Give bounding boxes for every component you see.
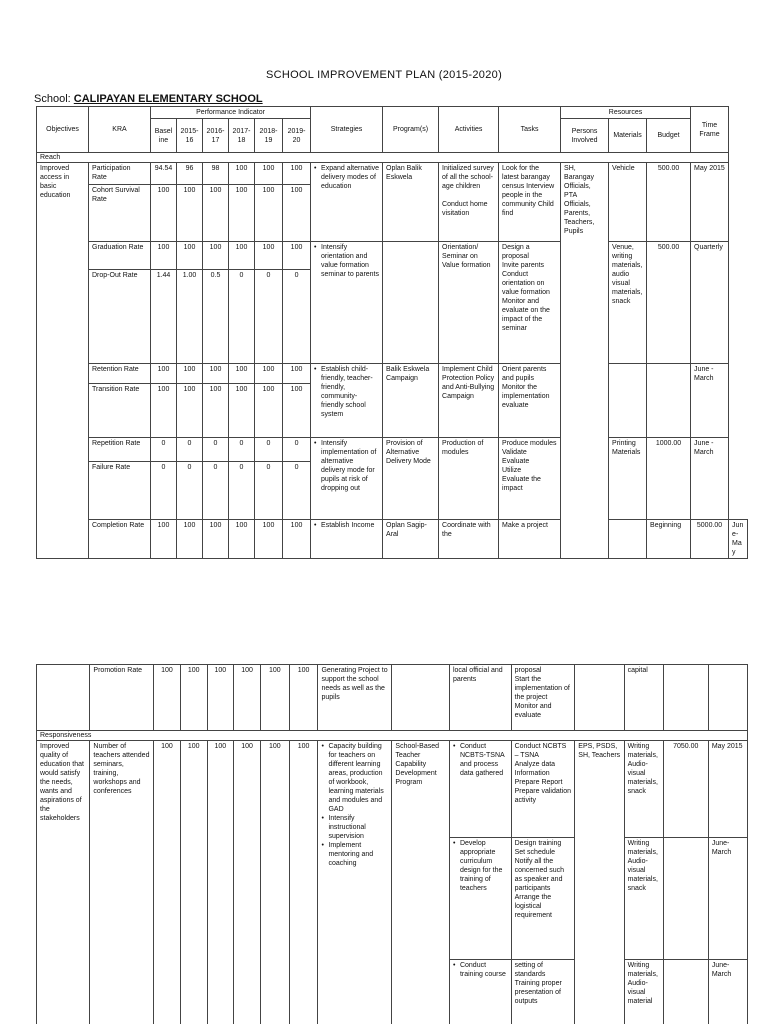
indicator-value: 100: [203, 364, 229, 384]
objective-quality: Improved quality of education that would satisfy the needs, wants and aspirations of the stakeholders: [37, 741, 90, 1024]
indicator-value: 100: [283, 242, 311, 270]
header-tasks: Tasks: [499, 107, 561, 153]
kra-label: Failure Rate: [89, 462, 151, 520]
header-persons: Persons Involved: [561, 119, 609, 153]
activity-item: • Develop appropriate curriculum design for the training of teachers: [453, 839, 508, 893]
persons-cell: SH, Barangay Officials, PTA Officials, Parents, Teachers, Pupils: [561, 163, 609, 559]
indicator-value: 100: [180, 665, 207, 731]
materials-cell: Beginning: [647, 520, 691, 559]
activity-cell: [449, 741, 511, 838]
task-item: Training proper: [514, 980, 562, 987]
task-cell: [511, 665, 575, 731]
task-item: Arrange the logistical requirement: [514, 894, 552, 919]
budget-cell: 1000.00: [647, 438, 691, 520]
materials-cell: Venue, writing materials, audio visual materials, snack: [609, 242, 647, 364]
budget-cell: 500.00: [647, 242, 691, 364]
indicator-value: 100: [177, 384, 203, 438]
strategy-item: • Intensify implementation of alternative delivery mode for pupils at risk of dropping out: [314, 439, 379, 493]
indicator-value: 94.54: [151, 163, 177, 185]
indicator-value: 100: [229, 185, 255, 242]
task-item: Analyze data Information: [514, 761, 556, 777]
indicator-value: 100: [203, 384, 229, 438]
persons-cell: EPS, PSDS, SH, Teachers: [575, 741, 624, 1024]
kra-label: Cohort Survival Rate: [89, 185, 151, 242]
indicator-value: 100: [229, 163, 255, 185]
indicator-value: 100: [154, 741, 181, 1024]
program-cell: School-Based Teacher Capability Development Program: [392, 741, 450, 1024]
indicator-value: 100: [255, 185, 283, 242]
kra-label: Retention Rate: [89, 364, 151, 384]
indicator-value: 100: [151, 185, 177, 242]
school-label: School:: [34, 93, 71, 105]
indicator-value: 100: [255, 520, 283, 559]
activity-item: Initialized survey of all the school-age children: [442, 165, 494, 190]
strategy-item: • Establish child-friendly, teacher-friendly, community-friendly school system: [314, 365, 379, 419]
task-item: evaluate: [502, 402, 529, 409]
kra-label: Number of teachers attended seminars, training, workshops and conferences: [90, 741, 154, 1024]
school-name: CALIPAYAN ELEMENTARY SCHOOL: [73, 93, 263, 105]
header-kra: KRA: [89, 107, 151, 153]
indicator-value: 100: [151, 242, 177, 270]
task-item: Evaluate the impact: [502, 476, 541, 492]
task-cell: Make a project: [499, 520, 561, 559]
budget-cell: [663, 665, 708, 731]
header-year-4: 2018-19: [255, 119, 283, 153]
indicator-value: 0.5: [203, 270, 229, 364]
persons-cell: [575, 665, 624, 731]
header-programs: Program(s): [383, 107, 439, 153]
indicator-value: 100: [177, 185, 203, 242]
timeframe-cell: June-March: [708, 960, 747, 1024]
task-cell: [499, 242, 561, 364]
indicator-value: 100: [283, 520, 311, 559]
indicator-value: 0: [229, 270, 255, 364]
indicator-value: 0: [203, 438, 229, 462]
indicator-value: 100: [229, 364, 255, 384]
section-reach: Reach: [37, 153, 729, 163]
indicator-value: 1.44: [151, 270, 177, 364]
strategy-cell: [311, 364, 383, 438]
materials-cell: Writing materials, Audio-visual materials, snack: [624, 838, 663, 960]
task-item: Start the implementation of the project: [514, 676, 570, 701]
budget-cell: [663, 960, 708, 1024]
strategy-cell: [311, 438, 383, 520]
indicator-value: 100: [289, 665, 318, 731]
kra-label: Drop-Out Rate: [89, 270, 151, 364]
strategy-cell: [311, 242, 383, 364]
task-item: Validate: [502, 449, 527, 456]
indicator-value: 0: [255, 438, 283, 462]
strategy-item: • Implement mentoring and coaching: [321, 841, 388, 868]
budget-cell: [647, 364, 691, 438]
objective-cell: [37, 665, 90, 731]
indicator-value: 0: [177, 438, 203, 462]
activity-cell: [449, 838, 511, 960]
timeframe-cell: Quarterly: [691, 242, 729, 364]
improvement-plan-table-1: [36, 106, 748, 559]
activity-cell: [439, 163, 499, 242]
indicator-value: 100: [289, 741, 318, 1024]
indicator-value: 100: [255, 163, 283, 185]
indicator-value: 100: [177, 242, 203, 270]
indicator-value: 100: [207, 741, 234, 1024]
strategy-cell: [311, 520, 383, 559]
indicator-value: 0: [255, 462, 283, 520]
budget-cell: 500.00: [647, 163, 691, 242]
materials-cell: Writing materials, Audio-visual materials, snack: [624, 741, 663, 838]
persons-cell: [609, 520, 647, 559]
header-objectives: Objectives: [37, 107, 89, 153]
materials-cell: [609, 364, 647, 438]
strategy-item: • Intensify instructional supervision: [321, 814, 388, 841]
task-item: Utilize: [502, 467, 522, 474]
task-item: Produce modules: [502, 440, 557, 447]
indicator-value: 0: [229, 438, 255, 462]
task-cell: [499, 364, 561, 438]
indicator-value: 100: [260, 665, 289, 731]
header-year-3: 2017-18: [229, 119, 255, 153]
school-line: [34, 93, 263, 105]
strategy-cell: [318, 741, 392, 1024]
program-cell: Oplan Sagip-Aral: [383, 520, 439, 559]
program-cell: Balik Eskwela Campaign: [383, 364, 439, 438]
timeframe-cell: May 2015: [691, 163, 729, 242]
indicator-value: 100: [151, 384, 177, 438]
indicator-value: 100: [255, 384, 283, 438]
strategy-item: • Intensify orientation and value formation seminar to parents: [314, 243, 379, 279]
indicator-value: 100: [283, 364, 311, 384]
task-cell: [499, 438, 561, 520]
strategy-item: • Capacity building for teachers on different learning areas, production of workbook, learning materials and modules and GAD: [321, 742, 388, 814]
indicator-value: 1.00: [177, 270, 203, 364]
indicator-value: 100: [177, 364, 203, 384]
timeframe-cell: [708, 665, 747, 731]
task-item: Prepare validation activity: [514, 788, 572, 804]
indicator-value: 100: [177, 520, 203, 559]
indicator-value: 100: [283, 384, 311, 438]
materials-cell: capital: [624, 665, 663, 731]
activity-item: • Conduct training course: [453, 961, 508, 979]
indicator-value: 100: [203, 185, 229, 242]
indicator-value: 100: [203, 520, 229, 559]
program-cell: Provision of Alternative Delivery Mode: [383, 438, 439, 520]
task-item: Monitor and evaluate on the impact of the seminar: [502, 298, 550, 332]
kra-label: Transition Rate: [89, 384, 151, 438]
task-item: Orient parents and pupils: [502, 366, 547, 382]
indicator-value: 100: [203, 242, 229, 270]
task-cell: Look for the latest barangay census Interview people in the community Child find: [499, 163, 561, 242]
materials-cell: Printing Materials: [609, 438, 647, 520]
task-item: Notify all the concerned such as speaker and participants: [514, 858, 565, 892]
program-cell: Oplan Balik Eskwela: [383, 163, 439, 242]
indicator-value: 100: [255, 364, 283, 384]
materials-cell: Writing materials, Audio-visual material: [624, 960, 663, 1024]
indicator-value: 100: [283, 163, 311, 185]
indicator-value: 100: [229, 384, 255, 438]
activity-cell: Orientation/ Seminar on Value formation: [439, 242, 499, 364]
program-cell: [383, 242, 439, 364]
program-cell: [392, 665, 450, 731]
strategy-item: • Establish Income: [314, 521, 379, 530]
task-item: setting of standards: [514, 962, 546, 978]
indicator-value: 100: [154, 665, 181, 731]
indicator-value: 100: [260, 741, 289, 1024]
budget-cell: 5000.00: [691, 520, 729, 559]
task-item: Invite parents: [502, 262, 545, 269]
indicator-value: 0: [203, 462, 229, 520]
header-performance-indicator: Performance Indicator: [151, 107, 311, 119]
activity-item: • Conduct NCBTS-TSNA and process data gathered: [453, 742, 508, 778]
task-item: Evaluate: [502, 458, 530, 465]
header-year-2: 2016-17: [203, 119, 229, 153]
budget-cell: [663, 838, 708, 960]
kra-label: Repetition Rate: [89, 438, 151, 462]
indicator-value: 0: [177, 462, 203, 520]
strategy-cell: Generating Project to support the school needs as well as the pupils: [318, 665, 392, 731]
header-materials: Materials: [609, 119, 647, 153]
header-budget: Budget: [647, 119, 691, 153]
indicator-value: 0: [283, 438, 311, 462]
task-item: Design a proposal: [502, 244, 530, 260]
indicator-value: 100: [234, 741, 261, 1024]
timeframe-cell: June - March: [691, 364, 729, 438]
header-strategies: Strategies: [311, 107, 383, 153]
header-timeframe: Time Frame: [691, 107, 729, 153]
materials-cell: Vehicle: [609, 163, 647, 242]
indicator-value: 100: [151, 364, 177, 384]
timeframe-cell: June-May: [729, 520, 748, 559]
indicator-value: 0: [255, 270, 283, 364]
header-year-1: 2015-16: [177, 119, 203, 153]
indicator-value: 96: [177, 163, 203, 185]
task-item: presentation of outputs: [514, 989, 561, 1005]
indicator-value: 0: [283, 270, 311, 364]
activity-cell: Coordinate with the: [439, 520, 499, 559]
task-item: Conduct orientation on value formation: [502, 271, 550, 296]
kra-label: Completion Rate: [89, 520, 151, 559]
indicator-value: 100: [151, 520, 177, 559]
task-cell: [511, 741, 575, 838]
indicator-value: 0: [151, 462, 177, 520]
task-cell: [511, 838, 575, 960]
activity-cell: Production of modules: [439, 438, 499, 520]
task-item: Monitor and evaluate: [514, 703, 552, 719]
document-title: SCHOOL IMPROVEMENT PLAN (2015-2020): [265, 69, 503, 81]
task-item: Design training: [514, 840, 562, 847]
timeframe-cell: June - March: [691, 438, 729, 520]
budget-cell: 7050.00: [663, 741, 708, 838]
task-cell: [511, 960, 575, 1024]
activity-cell: [449, 960, 511, 1024]
header-baseline: Baseline: [151, 119, 177, 153]
indicator-value: 0: [283, 462, 311, 520]
timeframe-cell: June-March: [708, 838, 747, 960]
task-item: Prepare Report: [514, 779, 563, 786]
strategy-cell: [311, 163, 383, 242]
header-year-5: 2019-20: [283, 119, 311, 153]
kra-label: Promotion Rate: [90, 665, 154, 731]
task-item: Conduct NCBTS – TSNA: [514, 743, 567, 759]
improvement-plan-table-2: [36, 664, 748, 1024]
indicator-value: 100: [180, 741, 207, 1024]
task-item: proposal: [514, 667, 542, 674]
activity-cell: local official and parents: [449, 665, 511, 731]
task-item: Monitor the implementation: [502, 384, 550, 400]
indicator-value: 100: [234, 665, 261, 731]
section-responsiveness: Responsiveness: [37, 731, 748, 741]
objective-access: Improved access in basic education: [37, 163, 89, 559]
kra-label: Participation Rate: [89, 163, 151, 185]
indicator-value: 0: [229, 462, 255, 520]
task-item: Set schedule: [514, 849, 556, 856]
kra-label: Graduation Rate: [89, 242, 151, 270]
indicator-value: 100: [207, 665, 234, 731]
indicator-value: 100: [229, 242, 255, 270]
indicator-value: 100: [283, 185, 311, 242]
strategy-item: • Expand alternative delivery modes of education: [314, 164, 379, 191]
activity-item: Conduct home visitation: [442, 201, 488, 217]
timeframe-cell: May 2015: [708, 741, 747, 838]
indicator-value: 100: [229, 520, 255, 559]
indicator-value: 98: [203, 163, 229, 185]
header-resources: Resources: [561, 107, 691, 119]
activity-cell: Implement Child Protection Policy and Anti-Bullying Campaign: [439, 364, 499, 438]
indicator-value: 0: [151, 438, 177, 462]
indicator-value: 100: [255, 242, 283, 270]
header-activities: Activities: [439, 107, 499, 153]
